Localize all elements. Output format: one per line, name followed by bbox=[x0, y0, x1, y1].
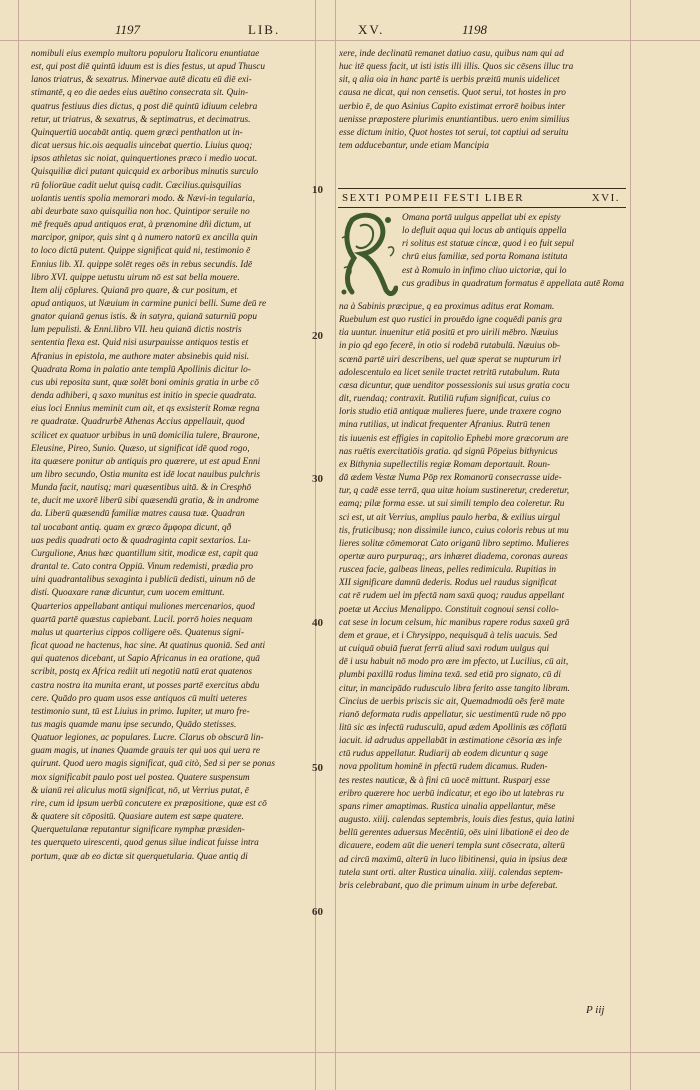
text-line: tur, q cadē esse terrā, qua uitæ hoium sustineretur, crederetur, bbox=[339, 486, 570, 497]
header-book-label: LIB. bbox=[248, 22, 281, 37]
text-line: abi deurbate saxo quisquilia non hoc. Quintipor seruile no bbox=[31, 206, 250, 217]
text-line: est, qui post diē quintū iduum est is dies festus, ut apud Thuscu bbox=[31, 62, 265, 73]
text-line: Item alij cōplures. Quianā pro quare, & cur positum, et bbox=[31, 285, 238, 296]
book-title-bar bbox=[338, 188, 626, 208]
left-text-column bbox=[31, 48, 306, 1048]
text-line: lieres solitæ cōmemorat Cato origanū libro septimo. Mulieres bbox=[339, 538, 569, 549]
text-line: spans rimer amaptimas. Rustica uinalia appellantur, mēse bbox=[339, 801, 556, 812]
text-line: Curgulione, Anus hæc quantillum sitit, modicæ est, capit qua bbox=[31, 548, 258, 559]
text-line: iacuit. id adrudus appellabāt in æstimatione cēsoria æs infe bbox=[339, 736, 562, 747]
text-line: Eleusine, Pireo, Sunio. Quæso, ut significat idē quod rogo, bbox=[31, 443, 250, 454]
text-line: qui quatenos dicebant, ut Sapio Africanus in ea oratione, quā bbox=[31, 654, 260, 665]
text-line: cat sese in locum celsum, hic manibus rapere rodus saxeū grā bbox=[339, 617, 570, 628]
text-line: esse dictum initio, Quot hostes tot serui, tot captiui ad seruitu bbox=[339, 127, 569, 138]
text-line: portum, quæ ab eo dictæ sit querquetularia. Quae antiq di bbox=[31, 851, 248, 862]
marginal-number: 20 bbox=[312, 330, 323, 342]
marginal-number: 50 bbox=[312, 762, 323, 774]
book-title: SEXTI POMPEII FESTI LIBER bbox=[342, 192, 525, 204]
text-line: tem adducebantur, unde etiam Mancipia bbox=[339, 141, 490, 152]
text-line: dicat uersus hic.ois aequalis uincebat quertio. Liuius quoq; bbox=[31, 141, 253, 152]
text-line: tes querqueto uirescenti, quod genus silue indicat fuisse intra bbox=[31, 838, 259, 849]
text-line: Cincius de uerbis priscis sic ait, Quemadmodū oēs ferē mate bbox=[339, 696, 565, 707]
text-line: eribro quærere hoc uerbū indicatur, et ego ibo ut latebras ru bbox=[339, 788, 564, 799]
text-line: adolescentulo ea licet senile tractet retritū rutabulum. Ruta bbox=[339, 367, 560, 378]
text-line: cus gradibus in quadratum formatus ē appellata autē Roma bbox=[402, 278, 624, 289]
text-line: rire, cum id ipsum uerbū concutere ex præpositione, quæ est cō bbox=[31, 798, 267, 809]
text-line: uolantis uentis spolia memorari modo. & Nævi-in tegularia, bbox=[31, 193, 255, 204]
text-line: est à Romulo in infimo cliuo uictoriæ, qui lo bbox=[402, 265, 567, 276]
marginal-number: 30 bbox=[312, 473, 323, 485]
text-line: retur, ut triatrus, & sexatrus, & septimatrus, et decimatrus. bbox=[31, 114, 251, 125]
text-line: scilicet ex quatuor urbibus in unū domicilia tulere, Braurone, bbox=[31, 430, 260, 441]
text-line: cere. Quādo pro quam usos esse antiquos cū multi ueteres bbox=[31, 693, 247, 704]
text-line: stimantē, q eo die aedes eius auētino consecrata sit. Quin- bbox=[31, 88, 249, 99]
text-line: ficat quoad ne hactenus, hac sine. At quatinus quoniā. Sed anti bbox=[31, 641, 266, 652]
text-line: lum pepulisti. & Enni.libro VII. heu quianā dictis nostris bbox=[31, 325, 242, 336]
right-text-beside-initial bbox=[402, 212, 624, 302]
text-line: uini quadrantalibus sexaginta i publicū dedisti, uinum nō de bbox=[31, 575, 256, 586]
text-line: ex Bithynia supellectilis regiæ Romam deportauit. Roun- bbox=[339, 459, 551, 470]
text-line: dā ædem Vestæ Numa Pōp rex Romanorū consecrasse uide- bbox=[339, 473, 562, 484]
text-line: Quatuor legiones, ac populares. Lucre. Clarus ob obscurā lin- bbox=[31, 733, 264, 744]
text-line: ri solitus est statuæ cincæ, quod i eo fuit sepul bbox=[402, 239, 574, 250]
marginal-number: 60 bbox=[312, 906, 323, 918]
ruling-line bbox=[335, 0, 336, 1090]
text-line: litū sic æs infectū rudusculū, apud ædem Apollinis æs cōflatū bbox=[339, 723, 567, 733]
text-line: Querquetulanæ reputantur significare nymphæ præsiden- bbox=[31, 825, 245, 836]
text-line: malus ut quarterius cippos colligere oēs. Quatenus signi- bbox=[31, 627, 244, 638]
text-line: mox significabit paulo post uel postea. Quatere suspensum bbox=[31, 772, 250, 783]
text-line: quatrus festiuus dies dictus, q post diē quintū idiuum celebra bbox=[31, 101, 258, 112]
text-line: sententia flexa est. Quid nisi usurpauisse antiquos testis et bbox=[31, 338, 249, 349]
text-line: in pio qd ego fecerē, in otio si rodebā rutabulū. Næuius ob- bbox=[339, 341, 560, 352]
text-line: ruscea facie, galbeas lineas, pelles redimicula. Rupitias in bbox=[339, 565, 557, 576]
text-line: & uianū rei aliculus motū significat, nō, ut Verrius putat, ē bbox=[31, 785, 249, 796]
text-line: sci est, ut ait Verrius, amplius paulo herba, & exilius uirgul bbox=[339, 512, 560, 523]
text-line: ad circū maximū, alterū in luco libitinensi, quia in ipsius deæ bbox=[339, 854, 568, 865]
text-line: nomibuli eius exemplo multoru populoru Italicoru enuntiatae bbox=[31, 49, 260, 59]
text-line: dem et graue, et i Chrysippo, nequisquā à telis uacuis. Sed bbox=[339, 630, 558, 641]
text-line: re quadratæ. Quadrurbē Athenas Accius appellauit, quod bbox=[31, 417, 245, 428]
text-line: augusto. xiiij. calendas septembris, louis dies festus, quia latini bbox=[339, 815, 575, 826]
text-line: mina rutilias, ut indicat frequenter Afranius. Rutrū tenen bbox=[339, 420, 550, 431]
text-line: tus magis quamde manu ipse secundo, Quādo stetisses. bbox=[31, 719, 237, 730]
text-line: citur, in mancipādo rudusculo libra ferito asse tangito libram. bbox=[339, 683, 570, 694]
text-line: scœnā partē uiri describens, uel quæ sperat se nupturum irl bbox=[339, 354, 562, 365]
text-line: loris studio etiā antiquæ mulieres fuere, unde traxere cogno bbox=[339, 407, 562, 418]
text-line: tutela sunt orti. alter Rustica uinalia. xiiij. calendas septem- bbox=[339, 867, 563, 878]
initial-letter-ornament-icon bbox=[338, 208, 398, 298]
text-line: XII significare damnū dederis. Rodus uel raudus significat bbox=[339, 578, 557, 589]
text-line: bellū gerentes aduersus Mecēntiū, oēs uini libationē ei deo de bbox=[339, 828, 569, 839]
text-line: marcipor, gnipor, quis sint q à numero natorū ex ancilla quin bbox=[31, 233, 258, 244]
left-page-number: 1197 bbox=[115, 22, 141, 37]
text-line: uas pedis quadrati octo & quadraginta capit sextarios. Lu- bbox=[31, 535, 251, 546]
ruling-line bbox=[18, 0, 19, 1090]
text-line: testimonio sunt, tū est Liuius in primo. Iupiter, ut muro fre- bbox=[31, 706, 250, 717]
ruling-line bbox=[630, 0, 631, 1090]
text-line: castra nostra ita munita erant, ut posses partē exercitus abdu bbox=[31, 680, 260, 691]
text-line: lanos triatrus, & sexatrus. Minervae autē dicatu eū diē exi- bbox=[31, 75, 252, 86]
marginal-number: 40 bbox=[312, 617, 323, 629]
text-line: rū foliorūue cadit uelut quisq cadit. Cæcilius.quisquilias bbox=[31, 180, 242, 191]
text-line: causa ne dicat, qui non censetis. Quot serui, tot hostes in pro bbox=[339, 88, 566, 99]
text-line: opertæ auro purpuraq;, ars inhæret diadema, coronas aureas bbox=[339, 551, 568, 562]
text-line: quirunt. Quod uero magis significat, quā citò, Sed si per se ponas bbox=[31, 759, 275, 770]
text-line: bris celebrabant, quo die primum uinum in urbe deferebat. bbox=[339, 880, 558, 891]
text-line: ut cuiquā obuiā fuerat ferrū aliud saxi rodum uulgus qui bbox=[339, 644, 550, 655]
text-line: tis iuuenis est effigies in capitolio Ephebi more græcorum are bbox=[339, 433, 569, 444]
text-line: tia uuntur. inuenitur etiā positū et pro uirili mēbro. Næuius bbox=[339, 328, 559, 339]
text-line: lo defluit aqua qui locus ab antiquis appella bbox=[402, 226, 567, 237]
text-line: ipsos athletas sic noiat, quinquertiones præco i medio uocat. bbox=[31, 154, 258, 165]
header-book-number: XV. bbox=[358, 22, 385, 37]
text-line: dē i usu habuit nō modo pro ære im pfecto, ut Lucilius, cū ait, bbox=[339, 657, 569, 668]
text-line: sit, q alia oia in hanc partē is uerbis præitū munis uidelicet bbox=[339, 75, 560, 86]
book-number: XVI. bbox=[591, 192, 620, 204]
text-line: ctū rudus appellatur. Rudiarij ab eodem dicuntur q sage bbox=[339, 749, 548, 760]
text-line: eius loci Ennius meminit cum ait, et qs exsisterit Romæ regna bbox=[31, 404, 260, 415]
text-line: xere, inde declinatū remanet datiuo casu, quibus nam qui ad bbox=[339, 49, 564, 59]
ruling-line bbox=[0, 1052, 700, 1053]
text-line: ita quæsere ponitur ab antiquis pro quærere, ut est apud Enni bbox=[31, 456, 261, 467]
text-line: drantal te. Cato contra Oppiū. Vinum redemisti, prædia pro bbox=[31, 562, 254, 573]
text-line: na à Sabinis præcipue, q ea proximus aditus erat Romam. bbox=[339, 302, 555, 312]
text-line: tis, fruticibusq; non dissimile iunco, cuius coloris rebus ut mu bbox=[339, 525, 569, 536]
text-line: plumbi paxillū rodus limina texā. sed etiā pro signato, cū di bbox=[339, 670, 561, 681]
text-line: & quatere sit cōpositū. Quasiare autem est sæpe quatere. bbox=[31, 812, 244, 823]
text-line: Ruebulum est quo rustici in prouēdo igne coquēdi panis gra bbox=[339, 315, 563, 326]
text-line: dit, ruendaq; contraxit. Rutiliū rufum significat, cuius co bbox=[339, 394, 551, 405]
text-line: eamq; pilæ forma esse. ut sui simili templo dea coleretur. Ru bbox=[339, 499, 565, 510]
text-line: te, ducit me uxorē liberū sibi quæsendū gratia, & in androme bbox=[31, 496, 259, 507]
text-line: scribit, postq ex Africa rediit uti negotiū natū erat quatenos bbox=[31, 667, 253, 678]
text-line: apud antiquos, ut Næuium in carmine punici belli. Sume deū re bbox=[31, 298, 267, 309]
text-line: Munda facit, nautisq; mari quæsentibus uitā. & in Cresphō bbox=[31, 483, 252, 494]
right-page-number: 1198 bbox=[462, 22, 488, 37]
text-line: tes restes nauticæ, & à fini cū uocē mittunt. Rusparj esse bbox=[339, 775, 550, 786]
text-line: nova ppolitum hominē in pfectū rudem dicamus. Ruden- bbox=[339, 762, 548, 773]
text-line: quartā partē quæstus capiebant. Lucil. porrō hoies nequam bbox=[31, 614, 253, 625]
right-text-column-main bbox=[339, 301, 622, 991]
text-line: tal uocabant antiq. quam ex græco ἄμφορα dicunt, qð bbox=[31, 522, 232, 533]
text-line: denda adhiberi, q saxo munitus est initio in specie quadrata. bbox=[31, 391, 257, 402]
text-line: chrū eius familiæ, sed porta Romana istituta bbox=[402, 252, 568, 263]
text-line: Omana portā uulgus appellat ubi ex episty bbox=[402, 213, 561, 223]
ruling-line bbox=[0, 40, 700, 41]
text-line: Afranius in epistola, me authore mater absinebis quid nisi. bbox=[31, 351, 250, 362]
text-line: da. Liberū quæsendū familiæ matres causa tuæ. Quadran bbox=[31, 509, 245, 520]
text-line: mē frequēs apud antiquos erat, à prænomine dñi dictum, ut bbox=[31, 220, 251, 231]
folio-signature: P iij bbox=[586, 1004, 605, 1016]
text-line: Quisquiliæ dici putant quicquid ex arboribus minutis surculo bbox=[31, 167, 259, 178]
text-line: cus ubi reposita sunt, quæ solēt boni ominis gratia in urbe cō bbox=[31, 377, 259, 388]
text-line: Quinquertiū uocabāt antiq. quem græci penthatlon ut in- bbox=[31, 127, 243, 138]
text-line: cat rē rudem uel im pfectā nam saxū quoq; raudus appellant bbox=[339, 591, 565, 602]
text-line: uerbio ē, de quo Asinius Capito existimat errorē hoibus inter bbox=[339, 101, 566, 112]
text-line: to loco dictū putent. Quippe significat quid ni, testimonio ē bbox=[31, 246, 251, 257]
text-line: guam magis, ut inanes Quamde grauis ter qui uos qui uera re bbox=[31, 746, 260, 757]
decorated-initial bbox=[338, 208, 398, 298]
text-line: cæsa dicuntur, quæ uenditor possessionis sui usus gratia cocu bbox=[339, 380, 570, 391]
right-text-column-top bbox=[339, 48, 622, 183]
text-line: dicauere, eodem aūt die ueneri templa sunt cōsecrata, alterū bbox=[339, 841, 565, 852]
text-line: gnator quianā genus istis. & in satyra, quianā saturniū popu bbox=[31, 312, 257, 323]
text-line: Quarterios appellabant antiqui muliones mercenarios, quod bbox=[31, 601, 255, 612]
text-line: huc itē quess facit, ut isti istis illi illis. Quos sic cēsens illuc tra bbox=[339, 62, 574, 73]
text-line: poetæ ut Accius Menalippo. Constituit cognoui sensi collo- bbox=[339, 604, 559, 615]
marginal-number: 10 bbox=[312, 184, 323, 196]
text-line: rianō deformata rudis appellatur, sic uestimentū rude nō ppo bbox=[339, 709, 566, 720]
text-line: uenisse præpostere plurimis enuntiantibus. uero enim similius bbox=[339, 114, 570, 125]
text-line: Quadrata Roma in palatio ante templū Apollinis dicitur lo- bbox=[31, 364, 251, 375]
text-line: um libro secundo, Ostia munita est idē locat nauibus pulchris bbox=[31, 470, 260, 480]
text-line: disti. Quoaxare ranæ dicuntur, cum uocem emittunt. bbox=[31, 588, 225, 599]
text-line: libro XVI. quippe uetustu uirum nō est sat bella mouere. bbox=[31, 272, 240, 283]
text-line: Ennius lib. XI. quippe solēt reges oēs in rebus secundis. Idē bbox=[31, 259, 253, 270]
text-line: nas ruētis exercitatiōis gratia. qd signū Pōpeius bithynicus bbox=[339, 446, 558, 457]
ruling-line bbox=[315, 0, 316, 1090]
